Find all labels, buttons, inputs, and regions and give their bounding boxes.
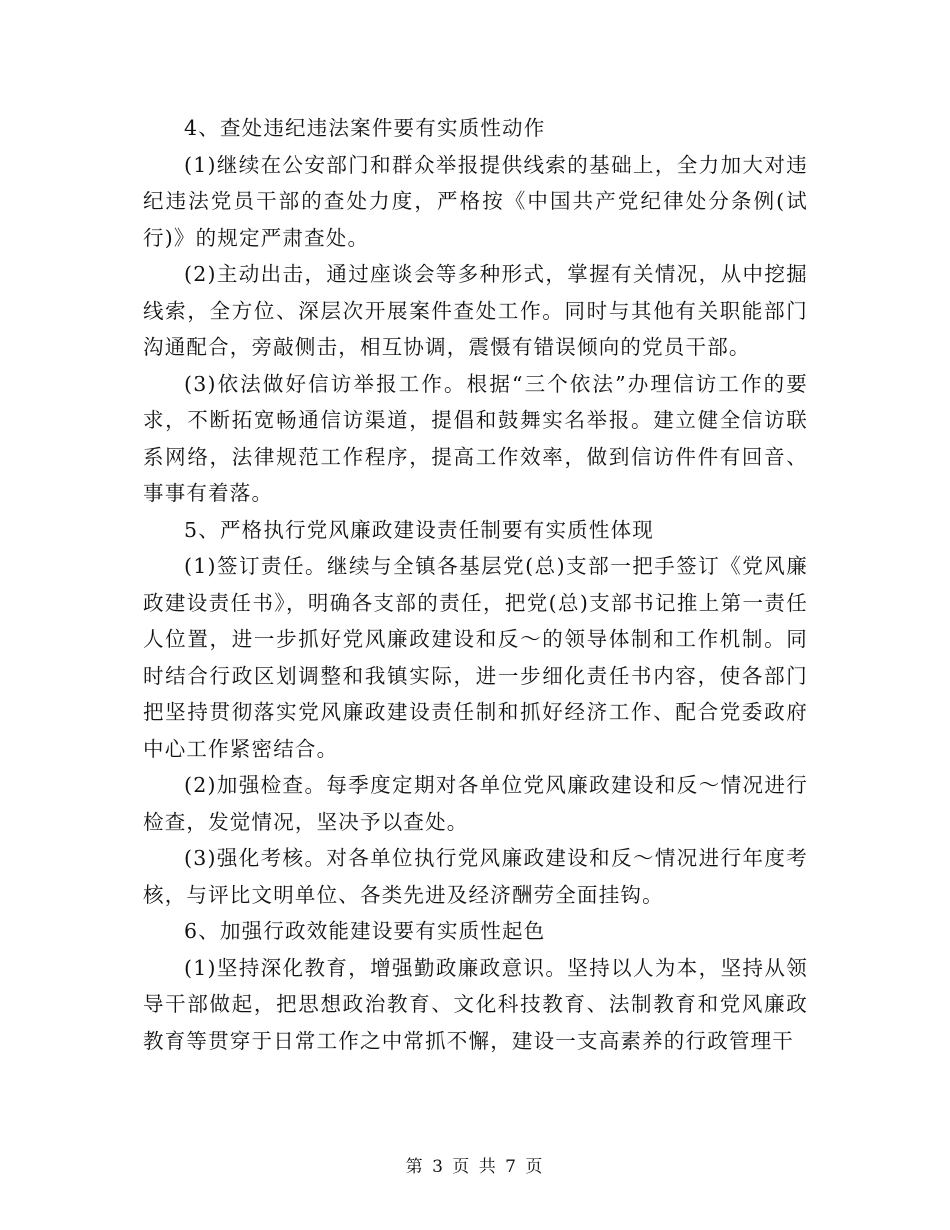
- section-heading: 5、严格执行党风廉政建设责任制要有实质性体现: [184, 517, 654, 542]
- section-heading: 4、查处违纪违法案件要有实质性动作: [184, 116, 546, 140]
- paragraph: (3)依法做好信访举报工作。根据“三个依法”办理信访工作的要求，不断拓宽畅通信访渠道，提倡和鼓舞实名举报。建立健全信访联系网络，法律规范工作程序，提高工作效率，做到信访件件有回音、事事有着落。: [143, 371, 808, 505]
- paragraph: (3)强化考核。对各单位执行党风廉政建设和反～情况进行年度考核，与评比文明单位、各类先进及经济酬劳全面挂钩。: [143, 846, 808, 907]
- page-footer: 第 3 页 共 7 页: [405, 1157, 545, 1177]
- paragraph: (1)继续在公安部门和群众举报提供线索的基础上，全力加大对违纪违法党员干部的查处力度，严格按《中国共产党纪律处分条例(试行)》的规定严肃查处。: [143, 152, 808, 250]
- paragraph: (2)主动出击，通过座谈会等多种形式，掌握有关情况，从中挖掘线索，全方位、深层次开展案件查处工作。同时与其他有关职能部门沟通配合，旁敲侧击，相互协调，震慑有错误倾向的党员干部。: [143, 262, 808, 359]
- document-body: [143, 110, 808, 1059]
- paragraph: (2)加强检查。每季度定期对各单位党风廉政建设和反～情况进行检查，发觉情况，坚决予以查处。: [143, 773, 808, 834]
- paragraph: (1)坚持深化教育，增强勤政廉政意识。坚持以人为本，坚持从领导干部做起，把思想政治教育、文化科技教育、法制教育和党风廉政教育等贯穿于日常工作之中常抓不懈，建设一支高素养的行政管理干: [143, 955, 808, 1053]
- section-heading: 6、加强行政效能建设要有实质性起色: [184, 919, 546, 943]
- paragraph: (1)签订责任。继续与全镇各基层党(总)支部一把手签订《党风廉政建设责任书》，明确各支部的责任，把党(总)支部书记推上第一责任人位置，进一步抓好党风廉政建设和反～的领导体制和工作机制。同时结合行政区划调整和我镇实际，进一步细化责任书内容，使各部门把坚持贯彻落实党风廉政建设责任制和抓好经济工作、配合党委政府中心工作紧密结合。: [143, 554, 808, 761]
